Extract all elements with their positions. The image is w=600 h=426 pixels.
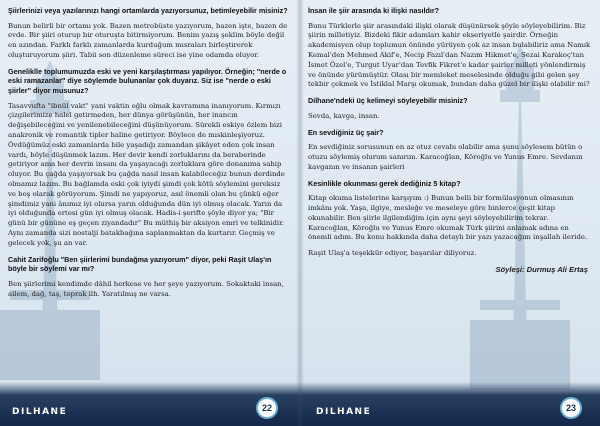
closing-note: Raşit Ulaş'a teşekkür ediyor, başarılar diliyoruz. xyxy=(308,249,477,258)
answer-paragraph: Kitap okuma listelerine karşıyım :) Bunun belli bir formülasyonun olmasının imkânı yok. Yaşa, ilgiye, mesleğe ve meseleye göre binlerce çeşit kitap okunabilir. Ben şiirle ilgilendiğim için aynı şeyi söyleyebilirim tekrar. Karacoğlan, Köroğlu ve Yunus Emre okumak Türk şiirini anlamak adına en önemli adım. Bu konu hakkında daha detaylı bir yazı yazacağım inşallah ileride. xyxy=(308,194,588,242)
page-number-badge: 23 xyxy=(560,397,582,419)
question-heading: Geneliklle toplumumuzda eski ve yeni karşılaştırması yapılıyor. Örneğin; "nerde o eski ramazanlar" diye söylemde bulunanlar çok duyarız. Siz ise "nerde o eski şiirler" diyor musunuz? xyxy=(8,66,287,95)
qa-section xyxy=(308,6,592,90)
right-page-content xyxy=(308,6,592,275)
qa-section xyxy=(308,128,592,173)
answer-paragraph: Tasavvufta "ibnül vakt" yani vaktin oğlu olmak kavramına inanıyorum. Kırmızı çizgilerimize halel getirmeden, her dünya görüşünün, her inancın değişebileceğini ve yenilenebileceğini düşünüyorum. Sürekli eskiye özlem bizi anakronik ve romantik tipler haline getiriyor. Böylece de mıskinleşiyoruz. Övdüğümüz eski zamanlarda bile yaşadığı zamandan şikâyet eden çok insan vardı, böyle düşünmek lazım. Her devir kendi zorluklarını da beraberinde getiriyor ama her devrin insanı da yaşayacağı zorluklara göre donanıma sahip oluyor. Bu çağda yaşıyorsak bu çağda nasıl insan kalabileceğiz bunun derdinde olmamız lazım. Bu bağlamda eski çok iyiydi şimdi çok kötü söylemini gereksiz ve boş olarak görüyorum. Şimdi ne yapıyoruz, asıl önemli olan bu çünkü eğer şimdimiz yani ânımız iyi olursa yarın olduğunda dün iyi olmuş olacak. Yarın da iyi olduğunda ertesi gün iyi olmuş olacak. Hadis-i şerifte şöyle diyor ya; "Bir günü bir gününe eş geçen ziyandadır" Bu müthiş bir aksiyon emri ve telkinidir. Aynı zamanda sizi nostalji batakbağına saplanmaktan da kurtarır. Geçmiş ve gelecek yok, şu an var. xyxy=(8,101,285,247)
magazine-logo: DILHANE xyxy=(316,407,372,417)
right-page xyxy=(300,0,600,426)
answer-paragraph: En sevdiğiniz sorusunun en az otuz cevabı olabilir ama şunu söylesem bütün o otuzu söylemiş olurum sanırım. Karacoğlan, Köroğlu ve Yunus Emre. Sevdanın kavganın ve insanın şairleri xyxy=(308,143,583,171)
question-heading: Şiirlerinizi veya yazılarınızı hangi ortamlarda yazıyorsunuz, betimleyebilir misiniz? xyxy=(8,6,288,15)
left-page-content xyxy=(8,6,290,305)
qa-section xyxy=(8,6,290,61)
answer-paragraph: Ben şiirlerimi kendimde dâhil herkese ve her şeye yazıyorum. Sokaktaki insan, ailem, dağ, taş, toprak ilh. Yaratılmış ne varsa. xyxy=(8,279,284,298)
interviewer-signature: Söyleşi: Durmuş Ali Ertaş xyxy=(495,264,588,274)
qa-section xyxy=(8,255,290,300)
page-footer xyxy=(0,382,300,426)
question-heading: Dilhane'ndeki üç kelimeyi söyleyebilir misiniz? xyxy=(308,96,468,106)
question-heading: Cahit Zarifoğlu "Ben şiirlerimi bundağma yazıyorum" diyor, peki Raşit Ulaş'ın böyle bir söylemi var mı? xyxy=(8,254,272,274)
qa-section xyxy=(308,96,592,121)
spine-gutter xyxy=(296,0,304,426)
page-number-badge: 22 xyxy=(256,397,278,419)
qa-section xyxy=(8,67,290,249)
page-footer xyxy=(300,382,600,426)
question-heading: En sevdiğiniz üç şair? xyxy=(308,127,384,137)
answer-paragraph: Bunun belirli bir ortamı yok. Bazen metrobüste yazıyorum, bazen işte, bazen de evde. Bir şiiri oturup bir oturuşta bitirmiyorum. Benim yazış şeklim böyle değil en azından. Farklı farklı zamanlarda kurduğum mısraları birleştirerek oluşturuyorum şiiri. Tabii son düzenleme süreci ise yine odamda oluyor. xyxy=(8,21,288,59)
magazine-logo: DILHANE xyxy=(12,407,68,417)
answer-paragraph: Sevda, kavga, insan. xyxy=(308,111,380,120)
answer-paragraph: Bunu Türklerle şiir arasındaki ilişki olarak düşünürsek şöyle söyleyebilirim. Biz şiirin milletiyiz. Bizdeki fikir adamları kahir ekseriyetle şairdir. Örneğin akademisyen olup toplumun önünde yürüyen çok az insan bulabiliriz ama Namık Kemal'den Mehmed Akif'e, Necip Fazıl'dan Nazım Hikmet'e, Sezai Karakoç'tan İsmet Özel'e, Turgut Uyar'dan Tevfik Fikret'e kadar şairler milleti yönlendirmiş ve önünde yürümüştür. Olası bir memleket meselesinde olduğu gibi gelen şey tekbir çekmek ve İstiklal Marşı okumak, bundan daha güzel bir ilişki olabilir mi? xyxy=(308,21,591,89)
question-heading: İnsan ile şiir arasında ki ilişki nasıldır? xyxy=(308,6,440,15)
qa-section xyxy=(308,179,592,244)
question-heading: Kesinlikle okunması gerek dediğiniz 5 kitap? xyxy=(308,178,461,188)
